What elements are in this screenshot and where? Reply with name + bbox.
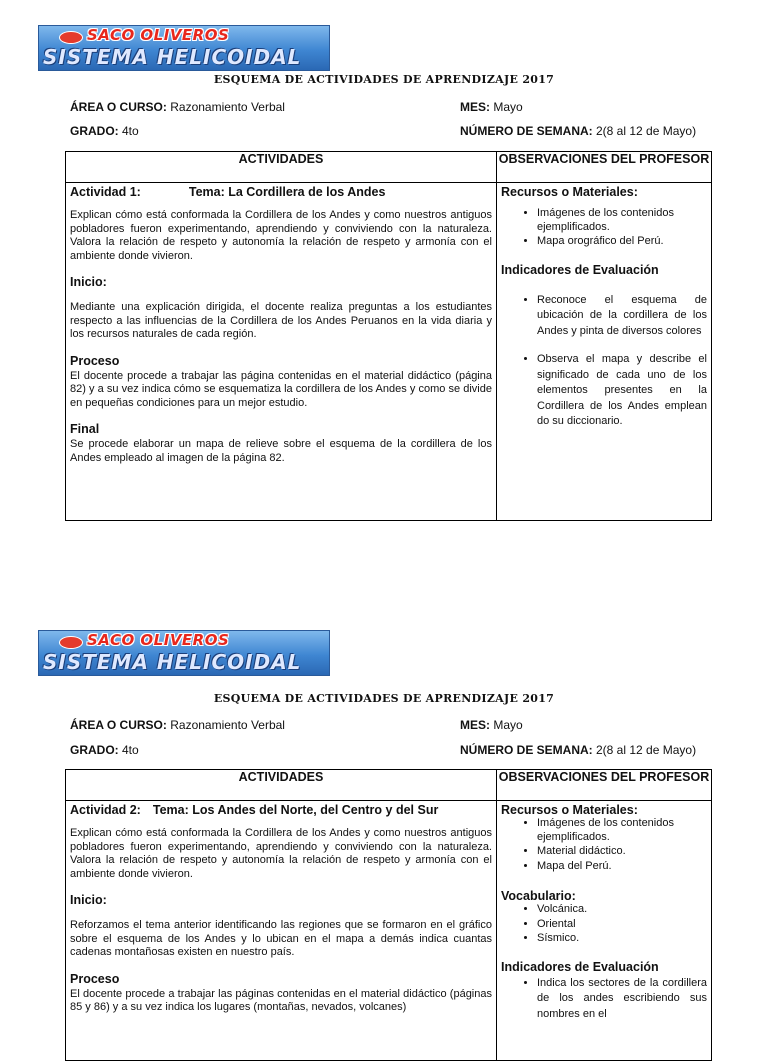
list-item: • Oriental (537, 918, 707, 932)
vocabulario-heading: Vocabulario: (501, 889, 576, 903)
semana-field (460, 124, 696, 138)
recursos-list (501, 207, 707, 249)
semana-label: NÚMERO DE SEMANA: (460, 124, 593, 138)
list-item: • Volcánica. (537, 903, 707, 917)
final-text: Se procede elaborar un mapa de relieve sobre el esquema de la cordillera de los Andes empleado al imagen de la página 82. (70, 438, 492, 464)
brand-name: SACO OLIVEROS (87, 26, 230, 44)
grado-label: GRADO: (70, 743, 119, 757)
recursos-heading: Recursos o Materiales: (501, 803, 638, 817)
indicadores-heading: Indicadores de Evaluación (501, 959, 659, 974)
activity-heading (70, 185, 492, 199)
activity-intro: Explican cómo está conformada la Cordillera de los Andes y como nuestros antiguos pobladores fueron experimentando, aprendiendo y conviviendo con la naturaleza. Valora la relación de respeto y autonomía la relación de respeto y armonía con el ambiente donde vivieron. (70, 209, 492, 262)
school-banner-logo (38, 630, 330, 676)
list-item: • Reconoce el esquema de ubicación de la cordillera de los Andes y pinta de diversos colores (537, 293, 707, 340)
vocabulario-list (501, 903, 707, 946)
list-item: • Mapa del Perú. (537, 860, 707, 874)
mes-field (460, 718, 523, 732)
logo-emblem-icon (59, 636, 83, 649)
indicadores-heading: Indicadores de Evaluación (501, 262, 659, 277)
inicio-text: Reforzamos el tema anterior identificando las regiones que se formaron en el gráfico sobre el esquema de los Andes y lo ubican en el mapa a demás indica cuantas cadenas montañosas existen en nuestro país. (70, 919, 492, 958)
proceso-text: El docente procede a trabajar las páginas contenidas en el material didáctico (páginas 85 y 86) y a su vez indica los lugares (montañas, nevados, volcanes) (70, 987, 492, 1013)
area-value: Razonamiento Verbal (166, 718, 285, 732)
mes-label: MES: (460, 718, 490, 732)
list-item: • Sísmico. (537, 932, 707, 946)
list-item: • Imágenes de los contenidos ejemplificados. (537, 817, 707, 844)
list-item: • Mapa orográfico del Perú. (537, 235, 707, 249)
list-item: • Imágenes de los contenidos ejemplificados. (537, 207, 707, 234)
semana-label: NÚMERO DE SEMANA: (460, 743, 593, 757)
inicio-heading: Inicio: (70, 275, 107, 289)
sheet-title: ESQUEMA DE ACTIVIDADES DE APRENDIZAJE 2017 (213, 73, 555, 86)
grado-field (70, 124, 139, 138)
school-banner-logo (38, 25, 330, 71)
observations-cell (497, 183, 712, 521)
area-value: Razonamiento Verbal (166, 100, 285, 114)
grado-value: 4to (118, 743, 139, 757)
activity-heading (70, 803, 492, 817)
inicio-heading: Inicio: (70, 893, 107, 907)
inicio-text: Mediante una explicación dirigida, el docente realiza preguntas a los estudiantes respecto a las influencias de la Cordillera de los Andes Peruanos en la vida diaria y los recursos naturales de cada región. (70, 301, 492, 340)
activities-table (65, 151, 712, 521)
observations-column-header: OBSERVACIONES DEL PROFESOR (497, 770, 712, 801)
mes-label: MES: (460, 100, 490, 114)
area-label: ÁREA O CURSO: (70, 718, 167, 732)
observations-cell (497, 801, 712, 1061)
sheet-title: ESQUEMA DE ACTIVIDADES DE APRENDIZAJE 2017 (213, 692, 555, 705)
list-item: • Indica los sectores de la cordillera de los andes escribiendo sus nombres en el (537, 976, 707, 1023)
semana-field (460, 743, 696, 757)
recursos-list (501, 817, 707, 873)
indicadores-list (501, 293, 707, 430)
activity-topic: Tema: La Cordillera de los Andes (188, 185, 386, 199)
activities-column-header: ACTIVIDADES (66, 152, 497, 183)
proceso-heading: Proceso (70, 971, 120, 986)
system-name: SISTEMA HELICOIDAL (43, 650, 302, 674)
list-item: • Observa el mapa y describe el significado de cada uno de los elementos presentes en la Cordillera de los Andes emplean do su diccionario. (537, 352, 707, 430)
activity-topic: Tema: Los Andes del Norte, del Centro y del Sur (152, 803, 439, 817)
observations-column-header: OBSERVACIONES DEL PROFESOR (497, 152, 712, 183)
area-label: ÁREA O CURSO: (70, 100, 167, 114)
mes-value: Mayo (490, 100, 523, 114)
grado-label: GRADO: (70, 124, 119, 138)
recursos-heading: Recursos o Materiales: (501, 185, 638, 199)
grado-value: 4to (118, 124, 139, 138)
indicadores-list (501, 976, 707, 1023)
activity-cell (66, 801, 497, 1061)
logo-emblem-icon (59, 31, 83, 44)
activity-cell (66, 183, 497, 521)
area-field (70, 100, 285, 114)
area-field (70, 718, 285, 732)
activity-number: Actividad 2: (70, 803, 141, 817)
semana-value: 2(8 al 12 de Mayo) (592, 743, 697, 757)
activities-column-header: ACTIVIDADES (66, 770, 497, 801)
activity-intro: Explican cómo está conformada la Cordillera de los Andes y como nuestros antiguos pobladores fueron experimentando, aprendiendo y conviviendo con la naturaleza. Valora la relación de respeto y autonomía la relación de respeto y armonía con el ambiente donde vivieron. (70, 827, 492, 880)
semana-value: 2(8 al 12 de Mayo) (592, 124, 697, 138)
final-heading: Final (70, 422, 100, 436)
mes-field (460, 100, 523, 114)
brand-name: SACO OLIVEROS (87, 631, 230, 649)
proceso-heading: Proceso (70, 353, 120, 368)
proceso-text: El docente procede a trabajar las página contenidas en el material didáctico (página 82) y a su vez indica cómo se esquematiza la cordillera de los Andes y como se divide en pequeñas condiciones para un mejor estudio. (70, 369, 492, 409)
activity-number: Actividad 1: (70, 185, 141, 199)
grado-field (70, 743, 139, 757)
mes-value: Mayo (490, 718, 523, 732)
system-name: SISTEMA HELICOIDAL (43, 45, 302, 69)
activities-table (65, 769, 712, 1061)
list-item: • Material didáctico. (537, 845, 707, 859)
